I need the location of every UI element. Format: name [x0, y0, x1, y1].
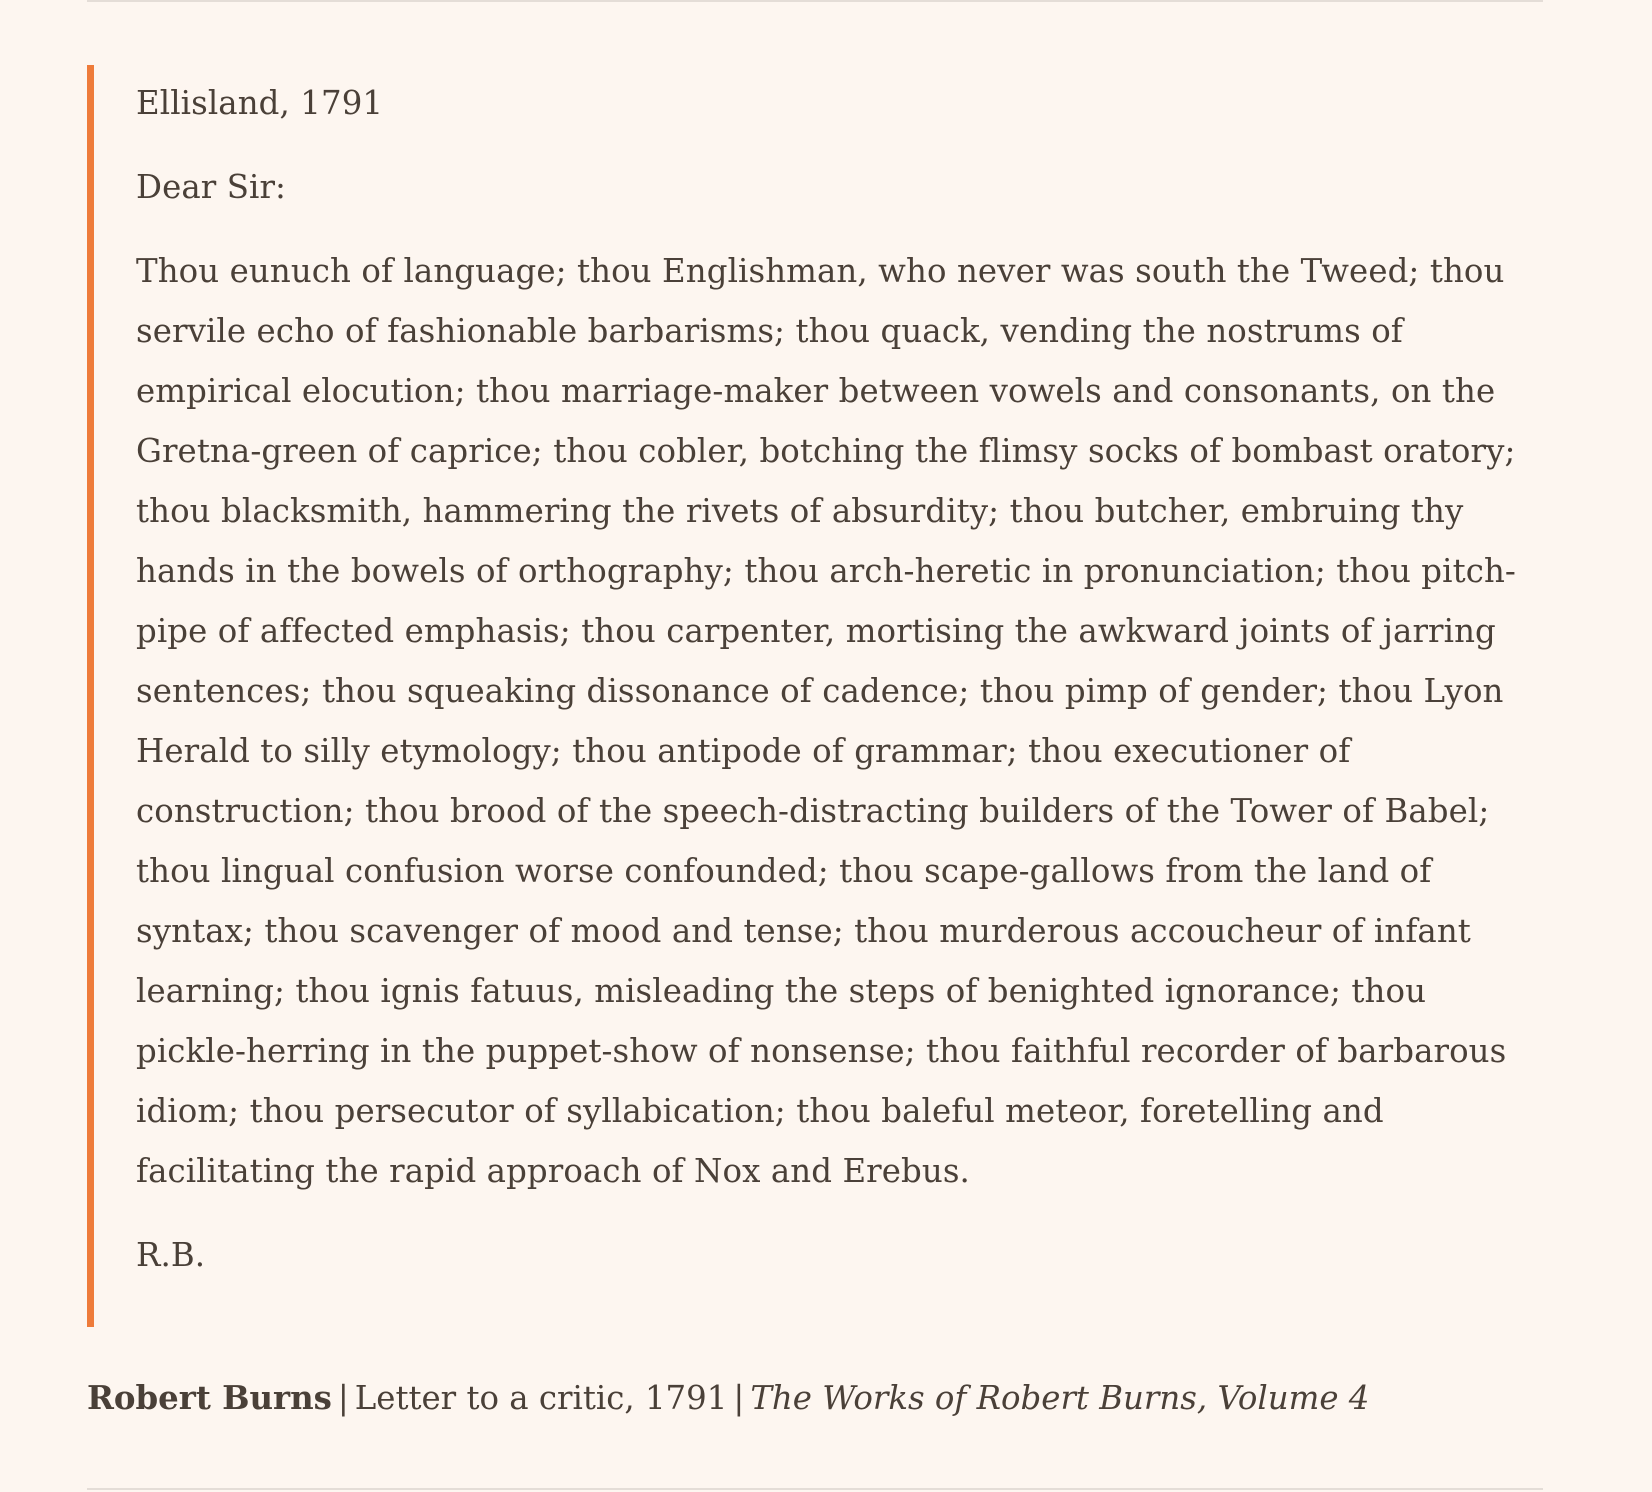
citation-separator: | [337, 1379, 349, 1417]
citation-description: Letter to a critic, 1791 [354, 1379, 728, 1417]
top-divider [87, 0, 1543, 2]
bottom-divider [87, 1488, 1543, 1490]
letter-signoff: R.B. [136, 1236, 206, 1274]
citation [87, 1368, 1587, 1428]
letter-blockquote [87, 65, 1543, 1327]
citation-author: Robert Burns [87, 1379, 332, 1417]
letter-body: Thou eunuch of language; thou Englishman, who never was south the Tweed; thou servile echo of fashionable barbarisms; thou quack, vending the nostrums of empirical elocution; thou marriage-maker between vowels and consonants, on the Gretna-green of caprice; thou cobler, botching the flimsy socks of bombast oratory; thou blacksmith, hammering the rivets of absurdity; thou butcher, embruing thy hands in the bowels of orthography; thou arch-heretic in pronunciation; thou pitch-pipe of affected emphasis; thou carpenter, mortising the awkward joints of jarring sentences; thou squeaking dissonance of cadence; thou pimp of gender; thou Lyon Herald to silly etymology; thou antipode of grammar; thou executioner of construction; thou brood of the speech-distracting builders of the Tower of Babel; thou lingual confusion worse confounded; thou scape-gallows from the land of syntax; thou scavenger of mood and tense; thou murderous accoucheur of infant learning; thou ignis fatuus, misleading the steps of benighted ignorance; thou pickle-herring in the puppet-show of nonsense; thou faithful recorder of barbarous idiom; thou persecutor of syllabication; thou baleful meteor, foretelling and facilitating the rapid approach of Nox and Erebus. [136, 252, 1516, 1190]
citation-work-title: The Works of Robert Burns, Volume 4 [750, 1379, 1370, 1417]
letter-dateline: Ellisland, 1791 [136, 84, 384, 122]
citation-separator: | [733, 1379, 745, 1417]
letter-salutation: Dear Sir: [136, 168, 287, 206]
